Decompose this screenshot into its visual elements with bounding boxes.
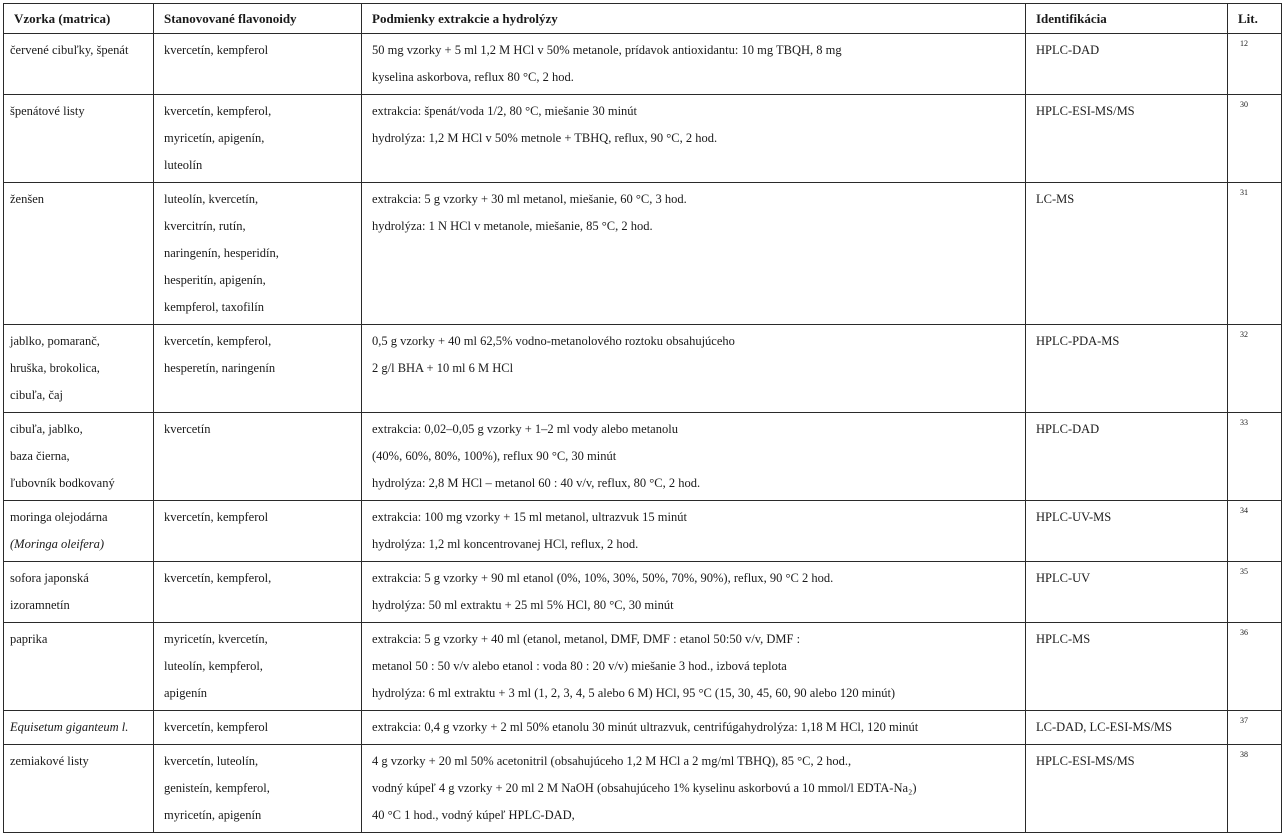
table-row <box>4 325 1282 413</box>
identification-cell: LC-MS <box>1026 183 1228 325</box>
sample-cell-line: (Moringa oleifera) <box>10 537 105 551</box>
flavonoids-cell-line: kvercetín, kempferol <box>164 720 269 734</box>
table-row <box>4 183 1282 325</box>
table-body <box>4 34 1282 833</box>
flavonoids-cell-line: luteolín <box>164 158 203 172</box>
flavonoids-cell-line: hesperitín, apigenín, <box>164 273 266 287</box>
reference-cell: 36 <box>1228 623 1282 711</box>
identification-cell: HPLC-UV <box>1026 562 1228 623</box>
conditions-cell <box>362 711 1026 745</box>
table-row <box>4 711 1282 745</box>
flavonoid-methods-table <box>3 3 1282 833</box>
flavonoids-cell-line: kvercetín, kempferol, <box>164 104 272 118</box>
sample-cell <box>4 562 154 623</box>
conditions-cell <box>362 325 1026 413</box>
conditions-cell-line: 2 g/l BHA + 10 ml 6 M HCl <box>372 361 514 375</box>
table-row <box>4 562 1282 623</box>
sample-cell-line: ľubovník bodkovaný <box>10 476 115 490</box>
conditions-cell-line: hydrolýza: 50 ml extraktu + 25 ml 5% HCl, 80 °C, 30 minút <box>372 598 674 612</box>
sample-cell-line: moringa olejodárna <box>10 510 108 524</box>
sample-cell <box>4 413 154 501</box>
reference-cell: 31 <box>1228 183 1282 325</box>
sample-cell <box>4 623 154 711</box>
sample-cell-line: špenátové listy <box>10 104 85 118</box>
flavonoids-cell-line: kvercetín, kempferol, <box>164 571 272 585</box>
flavonoids-cell <box>154 562 362 623</box>
conditions-cell <box>362 562 1026 623</box>
flavonoids-cell-line: naringenín, hesperidín, <box>164 246 279 260</box>
flavonoids-cell-line: myricetín, apigenín <box>164 808 262 822</box>
identification-cell: HPLC-DAD <box>1026 34 1228 95</box>
sample-cell-line: izoramnetín <box>10 598 70 612</box>
flavonoids-cell-line: apigenín <box>164 686 208 700</box>
table-row <box>4 413 1282 501</box>
flavonoids-cell-line: myricetín, apigenín, <box>164 131 265 145</box>
flavonoids-cell <box>154 623 362 711</box>
conditions-cell <box>362 501 1026 562</box>
flavonoids-cell <box>154 745 362 833</box>
flavonoids-cell-line: kvercetín <box>164 422 211 436</box>
identification-cell: HPLC-ESI-MS/MS <box>1026 95 1228 183</box>
flavonoids-cell-line: kvercetín, kempferol <box>164 510 269 524</box>
flavonoids-cell-line: genisteín, kempferol, <box>164 781 270 795</box>
conditions-cell-line: 4 g vzorky + 20 ml 50% acetonitril (obsahujúceho 1,2 M HCl a 2 mg/ml TBHQ), 85 °C, 2 hod., <box>372 754 852 768</box>
reference-cell: 38 <box>1228 745 1282 833</box>
identification-cell: LC-DAD, LC-ESI-MS/MS <box>1026 711 1228 745</box>
flavonoids-cell <box>154 501 362 562</box>
conditions-cell-line: hydrolýza: 1,2 ml koncentrovanej HCl, reflux, 2 hod. <box>372 537 639 551</box>
conditions-cell-line: metanol 50 : 50 v/v alebo etanol : voda 80 : 20 v/v) miešanie 3 hod., izbová teplota <box>372 659 787 673</box>
identification-cell: HPLC-ESI-MS/MS <box>1026 745 1228 833</box>
flavonoids-cell <box>154 34 362 95</box>
sample-cell <box>4 183 154 325</box>
conditions-cell-line: hydrolýza: 2,8 M HCl – metanol 60 : 40 v/v, reflux, 80 °C, 2 hod. <box>372 476 701 490</box>
flavonoids-cell-line: kvercetín, kempferol <box>164 43 269 57</box>
flavonoids-cell-line: hesperetín, naringenín <box>164 361 276 375</box>
conditions-cell-line: extrakcia: 5 g vzorky + 40 ml (etanol, metanol, DMF, DMF : etanol 50:50 v/v, DMF : <box>372 632 801 646</box>
header-sample: Vzorka (matrica) <box>4 4 154 34</box>
sample-cell <box>4 711 154 745</box>
flavonoids-cell-line: luteolín, kvercetín, <box>164 192 259 206</box>
conditions-cell-line: extrakcia: 5 g vzorky + 30 ml metanol, miešanie, 60 °C, 3 hod. <box>372 192 687 206</box>
conditions-cell <box>362 623 1026 711</box>
table-row <box>4 501 1282 562</box>
sample-cell-line: červené cibuľky, špenát <box>10 43 129 57</box>
header-identification: Identifikácia <box>1026 4 1228 34</box>
identification-cell: HPLC-MS <box>1026 623 1228 711</box>
conditions-cell <box>362 745 1026 833</box>
flavonoids-cell-line: kvercetín, luteolín, <box>164 754 259 768</box>
sample-cell-line: paprika <box>10 632 48 646</box>
conditions-cell-line: vodný kúpeľ 4 g vzorky + 20 ml 2 M NaOH (obsahujúceho 1% kyselinu askorbovú a 10 mmol/l EDTA-Na₂) <box>372 781 917 795</box>
reference-cell: 32 <box>1228 325 1282 413</box>
conditions-cell <box>362 34 1026 95</box>
reference-cell: 30 <box>1228 95 1282 183</box>
flavonoids-cell <box>154 413 362 501</box>
sample-cell-line: sofora japonská <box>10 571 89 585</box>
sample-cell <box>4 95 154 183</box>
conditions-cell-line: extrakcia: 0,02–0,05 g vzorky + 1–2 ml vody alebo metanolu <box>372 422 678 436</box>
reference-cell: 12 <box>1228 34 1282 95</box>
sample-cell-line: hruška, brokolica, <box>10 361 100 375</box>
identification-cell: HPLC-DAD <box>1026 413 1228 501</box>
flavonoids-cell-line: myricetín, kvercetín, <box>164 632 268 646</box>
conditions-cell-line: (40%, 60%, 80%, 100%), reflux 90 °C, 30 minút <box>372 449 617 463</box>
sample-cell-line: cibuľa, jablko, <box>10 422 83 436</box>
conditions-cell <box>362 183 1026 325</box>
sample-cell-line: cibuľa, čaj <box>10 388 63 402</box>
sample-cell <box>4 745 154 833</box>
header-flavonoids: Stanovované flavonoidy <box>154 4 362 34</box>
sample-cell <box>4 34 154 95</box>
flavonoids-cell-line: kempferol, taxofilín <box>164 300 264 314</box>
conditions-cell <box>362 413 1026 501</box>
conditions-cell-line: extrakcia: 100 mg vzorky + 15 ml metanol, ultrazvuk 15 minút <box>372 510 687 524</box>
table-row <box>4 34 1282 95</box>
conditions-cell-line: 50 mg vzorky + 5 ml 1,2 M HCl v 50% metanole, prídavok antioxidantu: 10 mg TBQH, 8 mg <box>372 43 842 57</box>
sample-cell-line: ženšen <box>10 192 45 206</box>
conditions-cell-line: extrakcia: 5 g vzorky + 90 ml etanol (0%, 10%, 30%, 50%, 70%, 90%), reflux, 90 °C 2 hod. <box>372 571 834 585</box>
sample-cell-line: zemiakové listy <box>10 754 89 768</box>
sample-cell <box>4 325 154 413</box>
conditions-cell-line: hydrolýza: 6 ml extraktu + 3 ml (1, 2, 3, 4, 5 alebo 6 M) HCl, 95 °C (15, 30, 45, 60, 90 alebo 120 minút) <box>372 686 896 700</box>
reference-cell: 33 <box>1228 413 1282 501</box>
flavonoids-cell <box>154 711 362 745</box>
conditions-cell-line: 0,5 g vzorky + 40 ml 62,5% vodno-metanolového roztoku obsahujúceho <box>372 334 735 348</box>
flavonoids-cell <box>154 95 362 183</box>
flavonoids-cell-line: kvercitrín, rutín, <box>164 219 246 233</box>
flavonoids-cell-line: luteolín, kempferol, <box>164 659 263 673</box>
conditions-cell-line: 40 °C 1 hod., vodný kúpeľ HPLC-DAD, <box>372 808 575 822</box>
conditions-cell-line: hydrolýza: 1 N HCl v metanole, miešanie, 85 °C, 2 hod. <box>372 219 653 233</box>
reference-cell: 34 <box>1228 501 1282 562</box>
sample-cell <box>4 501 154 562</box>
reference-cell: 37 <box>1228 711 1282 745</box>
header-conditions: Podmienky extrakcie a hydrolýzy <box>362 4 1026 34</box>
conditions-cell-line: extrakcia: špenát/voda 1/2, 80 °C, miešanie 30 minút <box>372 104 638 118</box>
identification-cell: HPLC-PDA-MS <box>1026 325 1228 413</box>
reference-cell: 35 <box>1228 562 1282 623</box>
conditions-cell-line: hydrolýza: 1,2 M HCl v 50% metnole + TBHQ, reflux, 90 °C, 2 hod. <box>372 131 718 145</box>
conditions-cell-line: extrakcia: 0,4 g vzorky + 2 ml 50% etanolu 30 minút ultrazvuk, centrifúgahydrolýza: 1,18 M HCl, 120 minút <box>372 720 919 734</box>
flavonoids-cell <box>154 183 362 325</box>
table-row <box>4 623 1282 711</box>
sample-cell-line: jablko, pomaranč, <box>10 334 100 348</box>
flavonoids-cell <box>154 325 362 413</box>
conditions-cell-line: kyselina askorbova, reflux 80 °C, 2 hod. <box>372 70 574 84</box>
header-row <box>4 4 1282 34</box>
conditions-cell <box>362 95 1026 183</box>
flavonoids-cell-line: kvercetín, kempferol, <box>164 334 272 348</box>
identification-cell: HPLC-UV-MS <box>1026 501 1228 562</box>
table-row <box>4 95 1282 183</box>
sample-cell-line: Equisetum giganteum l. <box>10 720 129 734</box>
table-row <box>4 745 1282 833</box>
header-lit: Lit. <box>1228 4 1282 34</box>
sample-cell-line: baza čierna, <box>10 449 70 463</box>
